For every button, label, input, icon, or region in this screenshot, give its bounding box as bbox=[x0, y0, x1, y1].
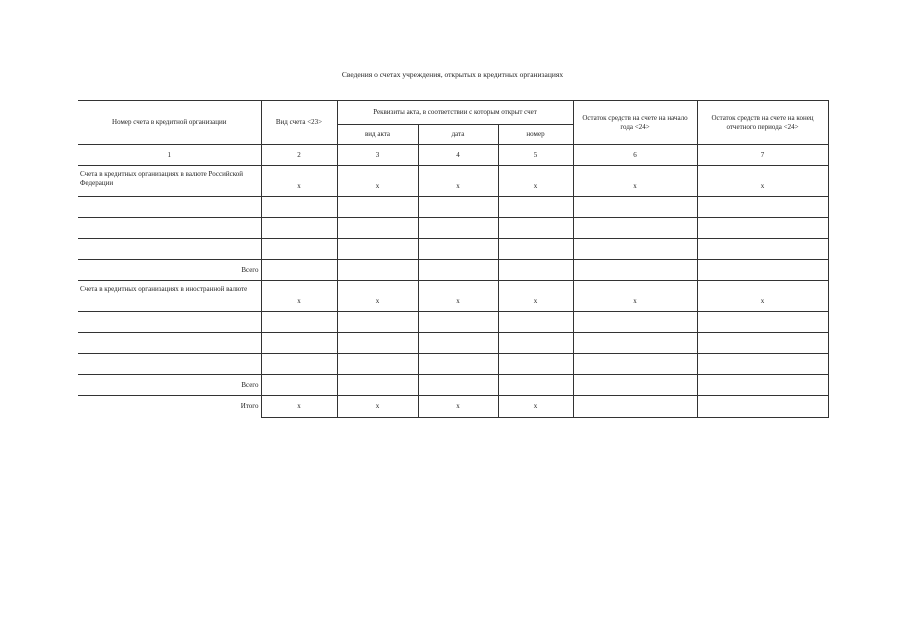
table-cell bbox=[337, 260, 418, 281]
header-act-details: Реквизиты акта, в соответствии с которым открыт счет bbox=[337, 101, 573, 125]
table-cell bbox=[573, 354, 697, 375]
table-cell bbox=[498, 312, 573, 333]
table-cell bbox=[573, 396, 697, 418]
table-cell bbox=[418, 197, 498, 218]
table-cell bbox=[697, 375, 828, 396]
not-applicable-mark: x bbox=[261, 281, 337, 312]
table-cell bbox=[261, 312, 337, 333]
not-applicable-mark: x bbox=[573, 166, 697, 197]
section-label-rub: Счета в кредитных организациях в валюте Российской Федерации bbox=[78, 166, 261, 197]
table-cell bbox=[498, 260, 573, 281]
column-number: 6 bbox=[573, 145, 697, 166]
table-cell bbox=[418, 354, 498, 375]
table-cell bbox=[697, 239, 828, 260]
table-cell bbox=[418, 375, 498, 396]
table-cell bbox=[418, 239, 498, 260]
column-number: 4 bbox=[418, 145, 498, 166]
table-cell bbox=[418, 333, 498, 354]
table-cell bbox=[573, 197, 697, 218]
table-cell bbox=[573, 239, 697, 260]
table-cell bbox=[261, 333, 337, 354]
table-cell bbox=[498, 333, 573, 354]
header-act-date: дата bbox=[418, 125, 498, 145]
not-applicable-mark: x bbox=[261, 396, 337, 418]
table-cell bbox=[78, 354, 261, 375]
table-cell bbox=[498, 375, 573, 396]
table-cell bbox=[337, 312, 418, 333]
table-cell bbox=[697, 333, 828, 354]
table-cell bbox=[337, 218, 418, 239]
table-cell bbox=[418, 260, 498, 281]
header-act-number: номер bbox=[498, 125, 573, 145]
table-cell bbox=[573, 218, 697, 239]
table-cell bbox=[498, 239, 573, 260]
not-applicable-mark: x bbox=[498, 166, 573, 197]
not-applicable-mark: x bbox=[337, 396, 418, 418]
table-cell bbox=[337, 354, 418, 375]
table-cell bbox=[573, 260, 697, 281]
table-cell bbox=[78, 333, 261, 354]
header-balance-start: Остаток средств на счете на начало года <24> bbox=[573, 101, 697, 145]
table-cell bbox=[573, 312, 697, 333]
table-cell bbox=[697, 354, 828, 375]
section-total-label: Всего bbox=[78, 375, 261, 396]
table-cell bbox=[78, 312, 261, 333]
not-applicable-mark: x bbox=[697, 166, 828, 197]
not-applicable-mark: x bbox=[697, 281, 828, 312]
table-cell bbox=[697, 197, 828, 218]
page-title: Сведения о счетах учреждения, открытых в кредитных организациях bbox=[341, 70, 564, 79]
table-cell bbox=[418, 312, 498, 333]
table-cell bbox=[337, 375, 418, 396]
column-number: 5 bbox=[498, 145, 573, 166]
table-cell bbox=[78, 197, 261, 218]
column-number: 3 bbox=[337, 145, 418, 166]
not-applicable-mark: x bbox=[418, 281, 498, 312]
header-account-number: Номер счета в кредитной организации bbox=[78, 101, 261, 145]
not-applicable-mark: x bbox=[261, 166, 337, 197]
section-total-label: Всего bbox=[78, 260, 261, 281]
accounts-table bbox=[78, 100, 829, 418]
header-balance-end: Остаток средств на счете на конец отчетного периода <24> bbox=[697, 101, 828, 145]
table-cell bbox=[261, 260, 337, 281]
not-applicable-mark: x bbox=[498, 281, 573, 312]
not-applicable-mark: x bbox=[337, 166, 418, 197]
not-applicable-mark: x bbox=[337, 281, 418, 312]
table-cell bbox=[573, 333, 697, 354]
table-cell bbox=[498, 354, 573, 375]
table-cell bbox=[261, 375, 337, 396]
not-applicable-mark: x bbox=[418, 166, 498, 197]
table-cell bbox=[261, 239, 337, 260]
table-cell bbox=[498, 197, 573, 218]
section-label-foreign: Счета в кредитных организациях в иностранной валюте bbox=[78, 281, 261, 312]
table-cell bbox=[697, 396, 828, 418]
table-cell bbox=[78, 239, 261, 260]
table-cell bbox=[697, 312, 828, 333]
table-cell bbox=[418, 218, 498, 239]
table-cell bbox=[337, 239, 418, 260]
column-number: 1 bbox=[78, 145, 261, 166]
column-number: 7 bbox=[697, 145, 828, 166]
not-applicable-mark: x bbox=[418, 396, 498, 418]
header-act-type: вид акта bbox=[337, 125, 418, 145]
table-cell bbox=[337, 333, 418, 354]
table-cell bbox=[78, 218, 261, 239]
table-cell bbox=[697, 260, 828, 281]
table-cell bbox=[697, 218, 828, 239]
table-cell bbox=[261, 218, 337, 239]
not-applicable-mark: x bbox=[573, 281, 697, 312]
table-cell bbox=[498, 218, 573, 239]
column-number: 2 bbox=[261, 145, 337, 166]
header-account-type: Вид счета <23> bbox=[261, 101, 337, 145]
table-cell bbox=[261, 354, 337, 375]
not-applicable-mark: x bbox=[498, 396, 573, 418]
table-cell bbox=[261, 197, 337, 218]
grand-total-label: Итого bbox=[78, 396, 261, 418]
table-cell bbox=[337, 197, 418, 218]
table-cell bbox=[573, 375, 697, 396]
